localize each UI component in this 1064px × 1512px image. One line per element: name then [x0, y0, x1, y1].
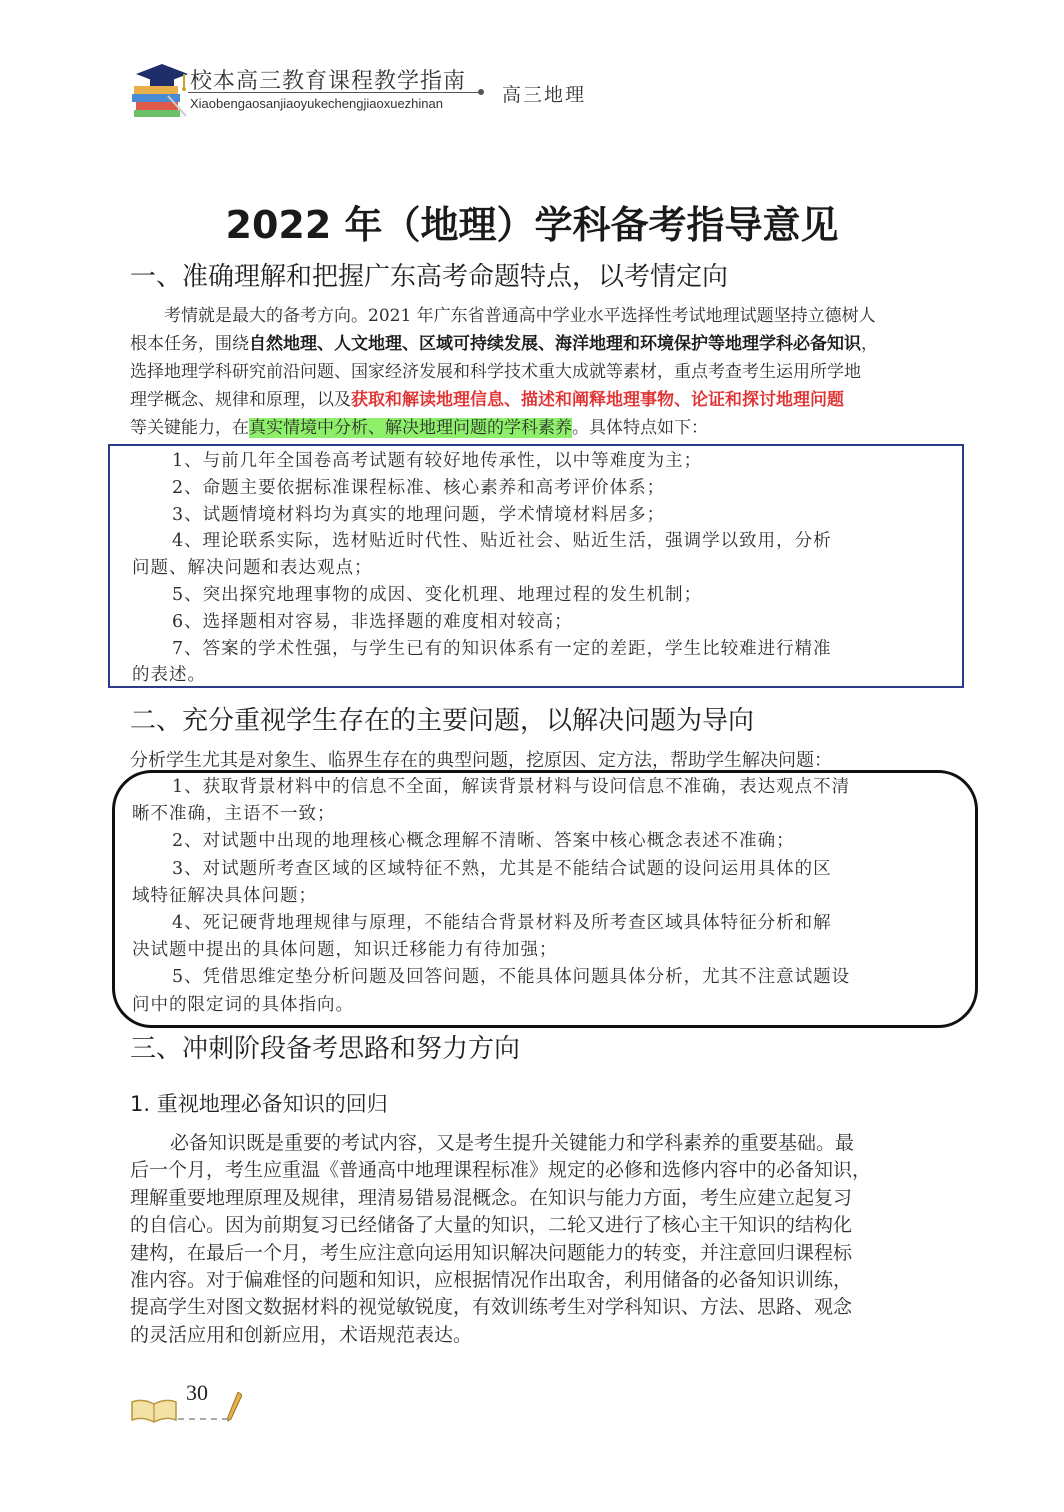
para-text: ，	[861, 334, 878, 354]
list-item: 6、选择题相对容易，非选择题的难度相对较高；	[172, 611, 573, 632]
list-item: 7、答案的学术性强，与学生已有的知识体系有一定的差距，学生比较难进行精准	[172, 638, 832, 659]
para-line: 准内容。对于偏难怪的问题和知识，应根据情况作出取舍，利用储备的必备知识训练，	[130, 1269, 853, 1292]
list-item: 晰不准确，主语不一致；	[132, 804, 336, 825]
page-title: 2022 年（地理）学科备考指导意见	[225, 203, 839, 247]
para-line: 提高学生对图文数据材料的视觉敏锐度，有效训练考生对学科知识、方法、思路、观念	[130, 1296, 853, 1319]
list-item: 5、突出探究地理事物的成因、变化机理、地理过程的发生机制；	[172, 584, 703, 605]
open-book-icon	[130, 1396, 178, 1424]
section2-intro: 分析学生尤其是对象生、临界生存在的典型问题，挖原因、定方法，帮助学生解决问题：	[130, 750, 832, 771]
bold-text: 自然地理、人文地理、区域可持续发展、海洋地理和环境保护等地理学科必备知识	[249, 334, 861, 354]
para-text: 理学概念、规律和原理，以及	[130, 390, 351, 410]
para-line: 考情就是最大的备考方向。2021 年广东省普通高中学业水平选择性考试地理试题坚持立德树人	[164, 306, 876, 326]
section1-heading: 一、准确理解和把握广东高考命题特点，以考情定向	[130, 262, 729, 292]
book-stack-logo-icon	[128, 56, 188, 120]
list-item: 问中的限定词的具体指向。	[132, 994, 354, 1015]
header-title: 校本高三教育课程教学指南	[190, 69, 467, 94]
para-text: 等关键能力，在	[130, 418, 249, 438]
section3-heading: 三、冲刺阶段备考思路和努力方向	[130, 1034, 521, 1064]
para-line: 理解重要地理原理及规律，理清易错易混概念。在知识与能力方面，考生应建立起复习	[130, 1186, 853, 1209]
para-line: 选择地理学科研究前沿问题、国家经济发展和科学技术重大成就等素材，重点考查考生运用所学地	[130, 362, 861, 382]
list-item: 1、与前几年全国卷高考试题有较好地传承性，以中等难度为主；	[172, 451, 703, 471]
red-text: 获取和解读地理信息、描述和阐释地理事物、论证和探讨地理问题	[351, 390, 844, 410]
section1-paragraph	[130, 302, 952, 442]
header-divider	[188, 92, 480, 93]
section2-heading: 二、充分重视学生存在的主要问题，以解决问题为导向	[130, 706, 755, 736]
para-line: 建构，在最后一个月，考生应注意向运用知识解决问题能力的转变，并注意回归课程标	[130, 1241, 853, 1264]
para-line: 的灵活应用和创新应用，术语规范表达。	[130, 1323, 473, 1346]
list-item: 3、对试题所考查区域的区域特征不熟，尤其是不能结合试题的设问运用具体的区	[172, 858, 832, 879]
section3-paragraph	[130, 1130, 952, 1349]
list-item: 2、命题主要依据标准课程标准、核心素养和高考评价体系；	[172, 477, 666, 498]
list-item: 的表述。	[132, 665, 206, 686]
para-text: 根本任务，围绕	[130, 334, 249, 354]
footer-dashed-line	[178, 1418, 228, 1420]
list-item: 问题、解决问题和表达观点；	[132, 558, 373, 579]
para-line	[130, 386, 952, 414]
para-line	[130, 414, 952, 442]
header-pinyin: Xiaobengaosanjiaoyukechengjiaoxuezhinan	[190, 96, 443, 111]
highlighted-text: 真实情境中分析、解决地理问题的学科素养	[249, 418, 572, 438]
para-line: 后一个月，考生应重温《普通高中地理课程标准》规定的必修和选修内容中的必备知识，	[130, 1159, 872, 1182]
para-line: 的自信心。因为前期复习已经储备了大量的知识，二轮又进行了核心主干知识的结构化	[130, 1214, 853, 1237]
section3-subheading: 1. 重视地理必备知识的回归	[130, 1092, 388, 1116]
problems-list	[132, 774, 952, 1019]
list-item: 域特征解决具体问题；	[132, 885, 317, 906]
page-number: 30	[186, 1380, 208, 1405]
list-item: 1、获取背景材料中的信息不全面，解读背景材料与设问信息不准确，表达观点不清	[172, 777, 851, 797]
pencil-icon	[226, 1392, 242, 1422]
para-line	[130, 330, 952, 358]
list-item: 4、死记硬背地理规律与原理，不能结合背景材料及所考查区域具体特征分析和解	[172, 913, 832, 934]
list-item: 2、对试题中出现的地理核心概念理解不清晰、答案中核心概念表述不准确；	[172, 831, 795, 852]
para-line: 必备知识既是重要的考试内容，又是考生提升关键能力和学科素养的重要基础。最	[170, 1132, 855, 1154]
list-item: 4、理论联系实际，选材贴近时代性、贴近社会、贴近生活，强调学以致用，分析	[172, 531, 832, 552]
header-dot	[478, 89, 484, 95]
features-list	[132, 448, 947, 689]
list-item: 决试题中提出的具体问题，知识迁移能力有待加强；	[132, 940, 558, 961]
list-item: 5、凭借思维定垫分析问题及回答问题，不能具体问题具体分析，尤其不注意试题设	[172, 967, 851, 988]
header-subject: 高三地理	[502, 84, 587, 106]
list-item: 3、试题情境材料均为真实的地理问题，学术情境材料居多；	[172, 504, 666, 525]
para-text: 。具体特点如下：	[572, 418, 708, 438]
